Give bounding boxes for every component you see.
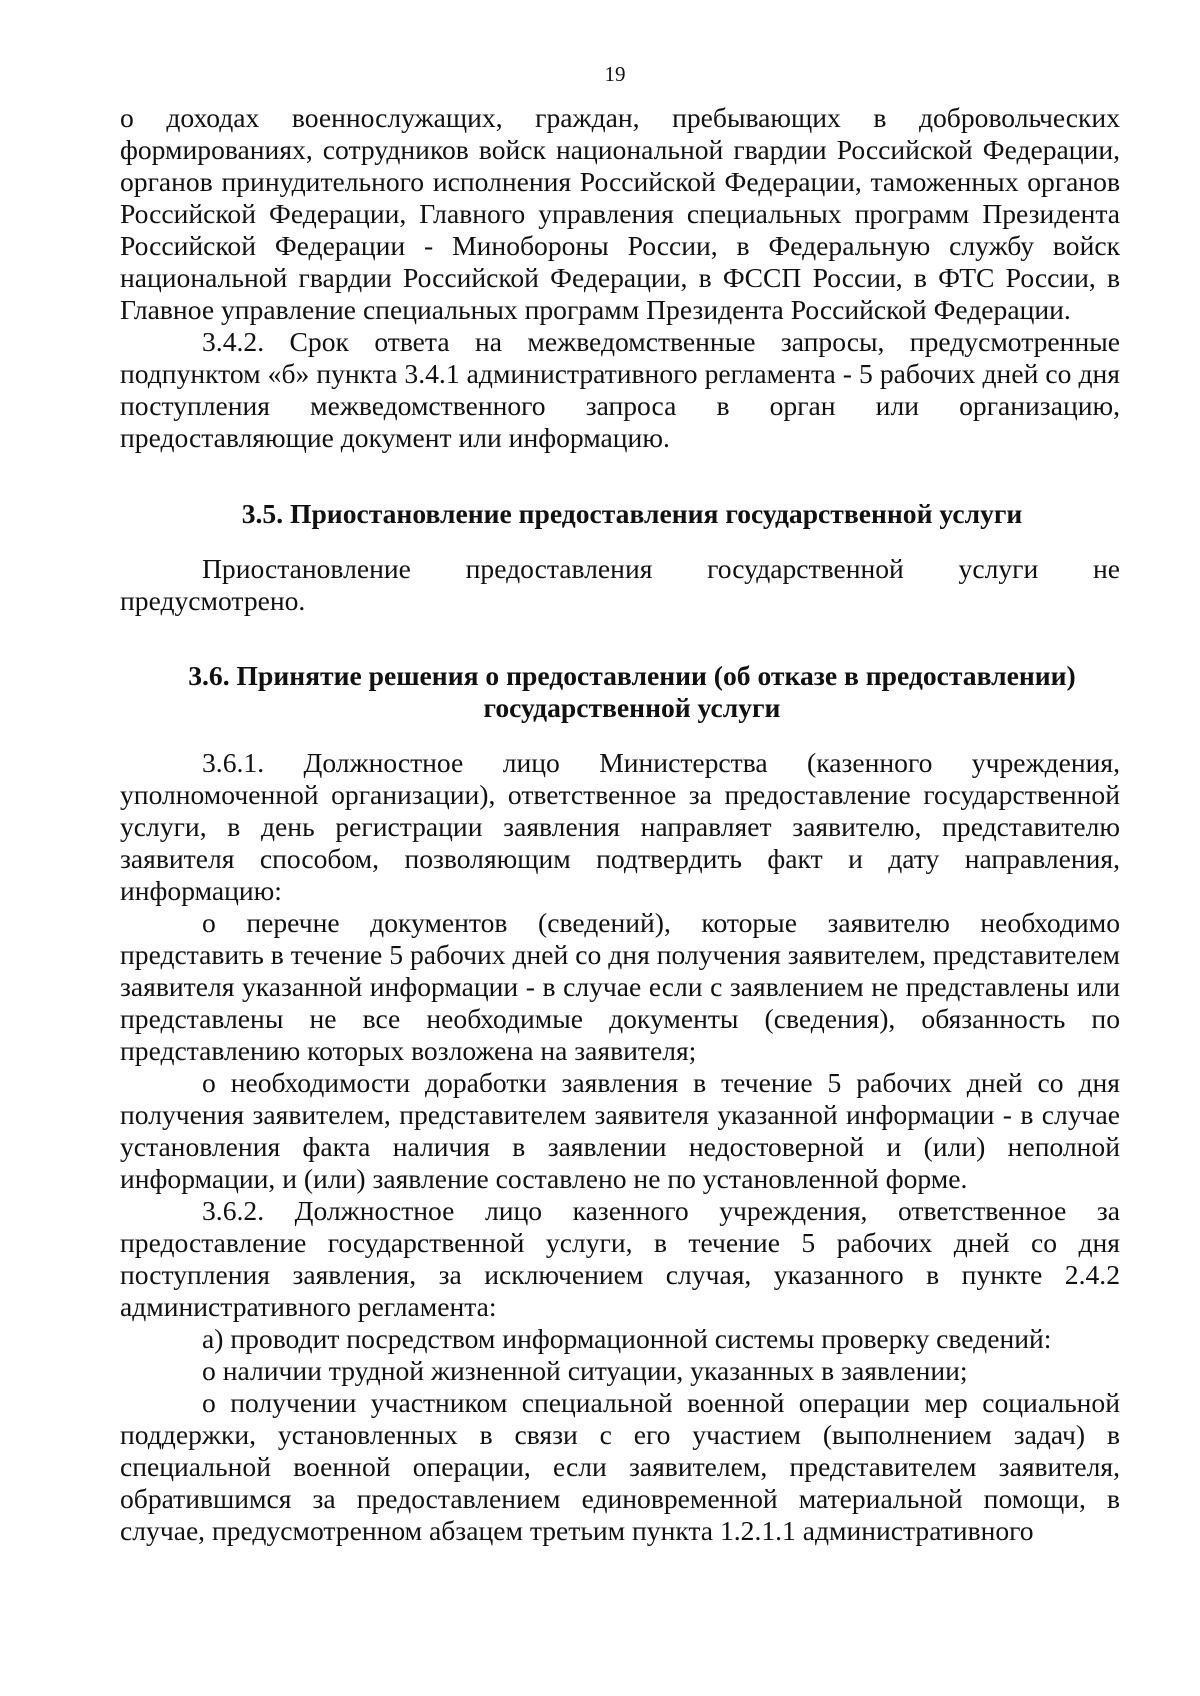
section-heading-3-6-line1: 3.6. Принятие решения о предоставлении (об отказе в предоставлении) xyxy=(188,660,1076,691)
paragraph-documents-list: о перечне документов (сведений), которые заявителю необходимо представить в течение 5 рабочих дней со дня получения заявителем, представителем заявителя указанной информации - в случае если с заявлением не представлены или представлены не все необходимые документы (сведения), обязанность по представлению которых возложена на заявителя; xyxy=(120,907,1120,1066)
paragraph-support-measures: о получении участником специальной военной операции мер социальной поддержки, установленных в связи с его участием (выполнением задач) в специальной военной операции, если заявителем, представителем заявителя, обратившимся за предоставлением единовременной материальной помощи, в случае, предусмотренном абзацем третьим пункта 1.2.1.1 административного xyxy=(120,1387,1120,1546)
paragraph-income-sources: о доходах военнослужащих, граждан, пребывающих в добровольческих формированиях, сотрудников войск национальной гвардии Российской Федерации, органов принудительного исполнения Российской Федерации, таможенных органов Российской Федерации, Главного управления специальных программ Президента Российской Федерации - Минобороны России, в Федеральную службу войск национальной гвардии Российской Федерации, в ФССП России, в ФТС России, в Главное управление специальных программ Президента Российской Федерации. xyxy=(120,102,1120,325)
paragraph-revision-needed: о необходимости доработки заявления в течение 5 рабочих дней со дня получения заявителем, представителем заявителя указанной информации - в случае установления факта наличия в заявлении недостоверной и (или) неполной информации, и (или) заявление составлено не по установленной форме. xyxy=(120,1067,1120,1194)
document-body xyxy=(120,102,1120,1547)
paragraph-3-6-1: 3.6.1. Должностное лицо Министерства (казенного учреждения, уполномоченной организации), ответственное за предоставление государственной услуги, в день регистрации заявления направляет заявителю, представителю заявителя способом, позволяющим подтвердить факт и дату направления, информацию: xyxy=(120,747,1120,906)
section-heading-3-6 xyxy=(120,660,1120,724)
paragraph-hardship: о наличии трудной жизненной ситуации, указанных в заявлении; xyxy=(202,1355,968,1386)
paragraph-3-4-2: 3.4.2. Срок ответа на межведомственные запросы, предусмотренные подпунктом «б» пункта 3.4.1 административного регламента - 5 рабочих дней со дня поступления межведомственного запроса в орган или организацию, предоставляющие документ или информацию. xyxy=(120,326,1120,453)
paragraph-item-a: а) проводит посредством информационной системы проверку сведений: xyxy=(202,1323,1052,1354)
paragraph-3-6-2: 3.6.2. Должностное лицо казенного учреждения, ответственное за предоставление государственной услуги, в течение 5 рабочих дней со дня поступления заявления, за исключением случая, указанного в пункте 2.4.2 административного регламента: xyxy=(120,1195,1120,1322)
section-heading-3-6-line2: государственной услуги xyxy=(483,692,781,723)
paragraph-suspension: Приостановление предоставления государственной услуги не предусмотрено. xyxy=(120,553,1120,616)
page-number: 19 xyxy=(604,62,626,86)
section-heading-3-5: 3.5. Приостановление предоставления государственной услуги xyxy=(241,498,1023,529)
